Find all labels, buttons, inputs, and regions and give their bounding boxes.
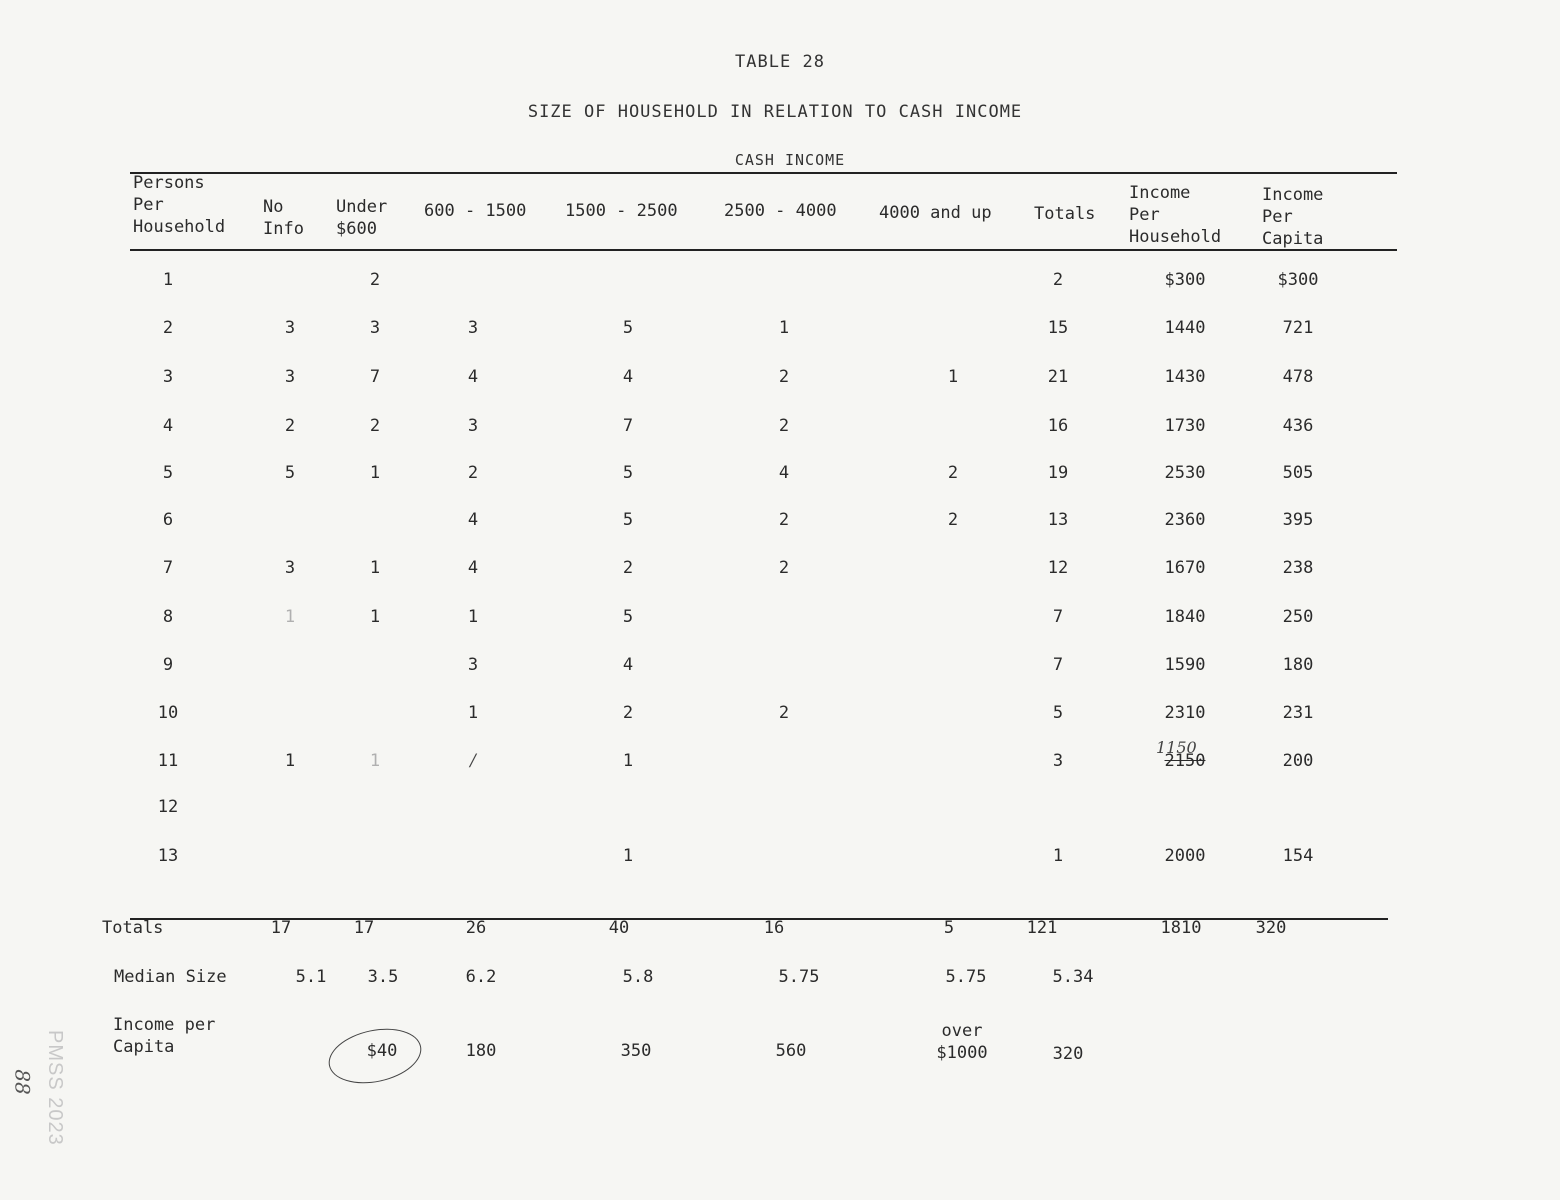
income-per-capita-row-label: Income per Capita [113,1015,216,1057]
table-cell-c1500-2500: 5 [622,318,634,338]
totals-cell-c600-1500: 26 [465,918,487,938]
column-header-4000-up: 4000 and up [879,203,992,223]
table-cell-no-info: 1 [284,607,296,627]
totals-cell-income-capita: 320 [1255,918,1287,938]
table-cell-no-info: 1 [284,751,296,771]
income-capita-cell-c2500-4000: 560 [775,1041,807,1061]
table-cell-income-household: 1670 [1164,558,1206,578]
totals-cell-under600: 17 [353,918,375,938]
table-cell-income-capita: 154 [1282,846,1314,866]
table-cell-totals: 3 [1052,751,1064,771]
income-capita-cell-under600: $40 [366,1041,398,1061]
table-cell-totals: 2 [1052,270,1064,290]
table-cell-c1500-2500: 2 [622,703,634,723]
table-cell-under600: 2 [369,416,381,436]
table-cell-totals: 1 [1052,846,1064,866]
table-cell-c1500-2500: 5 [622,510,634,530]
column-header-no-info: No Info [263,197,304,239]
table-cell-c2500-4000: 4 [778,463,790,483]
table-cell-c1500-2500: 4 [622,367,634,387]
table-cell-totals: 13 [1047,510,1069,530]
income-capita-cell-c4000-up: over $1000 [936,1021,988,1063]
table-cell-c4000-up: 2 [947,463,959,483]
totals-cell-no-info: 17 [270,918,292,938]
income-capita-cell-c600-1500: 180 [465,1041,497,1061]
table-cell-income-capita: 238 [1282,558,1314,578]
table-cell-income-household: 2000 [1164,846,1206,866]
table-cell-c600-1500: 1 [467,607,479,627]
table-cell-under600: 2 [369,270,381,290]
table-cell-no-info: 3 [284,318,296,338]
table-cell-income-capita: 180 [1282,655,1314,675]
table-cell-c600-1500: 4 [467,510,479,530]
table-cell-income-capita: 721 [1282,318,1314,338]
table-cell-income-household: 2310 [1164,703,1206,723]
table-cell-income-capita: 231 [1282,703,1314,723]
table-cell-persons: 3 [162,367,174,387]
table-cell-totals: 7 [1052,607,1064,627]
header-rule-top [130,172,1397,174]
totals-cell-c1500-2500: 40 [608,918,630,938]
table-cell-c600-1500: 3 [467,655,479,675]
table-cell-income-household: 2150 [1164,751,1206,771]
table-cell-c2500-4000: 2 [778,703,790,723]
table-cell-c1500-2500: 5 [622,463,634,483]
hand-drawn-circle [324,1021,427,1091]
table-cell-totals: 15 [1047,318,1069,338]
table-number: TABLE 28 [735,52,825,72]
column-header-totals: Totals [1034,204,1096,224]
table-cell-income-capita: 436 [1282,416,1314,436]
table-cell-c1500-2500: 1 [622,846,634,866]
table-cell-c2500-4000: 2 [778,558,790,578]
totals-cell-totals: 121 [1026,918,1058,938]
table-cell-no-info: 5 [284,463,296,483]
header-rule-bottom [130,249,1397,251]
table-cell-persons: 4 [162,416,174,436]
group-header-cash-income: CASH INCOME [734,151,846,169]
table-cell-c2500-4000: 1 [778,318,790,338]
column-header-2500-4000: 2500 - 4000 [724,201,837,221]
income-capita-cell-totals: 320 [1052,1044,1084,1064]
median-row-label: Median Size [114,967,227,987]
table-cell-income-capita: $300 [1277,270,1319,290]
table-cell-no-info: 2 [284,416,296,436]
table-cell-income-household: 1590 [1164,655,1206,675]
totals-cell-c2500-4000: 16 [763,918,785,938]
table-cell-income-household: 1430 [1164,367,1206,387]
table-cell-under600: 1 [369,558,381,578]
table-cell-c600-1500: 3 [467,318,479,338]
table-cell-c4000-up: 1 [947,367,959,387]
table-cell-persons: 12 [157,797,179,817]
table-cell-income-capita: 395 [1282,510,1314,530]
table-cell-persons: 7 [162,558,174,578]
table-cell-persons: 11 [157,751,179,771]
table-cell-persons: 10 [157,703,179,723]
table-cell-totals: 5 [1052,703,1064,723]
table-cell-under600: 7 [369,367,381,387]
table-cell-persons: 2 [162,318,174,338]
table-cell-no-info: 3 [284,558,296,578]
median-cell-c4000-up: 5.75 [945,967,987,987]
median-cell-c1500-2500: 5.8 [622,967,654,987]
table-cell-c600-1500: 4 [467,558,479,578]
column-header-income-household: Income Per Household [1129,183,1222,247]
income-capita-cell-c1500-2500: 350 [620,1041,652,1061]
table-cell-persons: 8 [162,607,174,627]
table-cell-under600: 1 [369,607,381,627]
table-title: SIZE OF HOUSEHOLD IN RELATION TO CASH INCOME [527,102,1023,122]
table-cell-income-household: 2530 [1164,463,1206,483]
table-cell-persons: 9 [162,655,174,675]
table-cell-persons: 1 [162,270,174,290]
column-header-1500-2500: 1500 - 2500 [565,201,678,221]
table-cell-under600: 1 [369,463,381,483]
column-header-600-1500: 600 - 1500 [424,201,527,221]
table-cell-under600: 3 [369,318,381,338]
median-cell-under600: 3.5 [367,967,399,987]
median-cell-c600-1500: 6.2 [465,967,497,987]
table-cell-persons: 13 [157,846,179,866]
totals-cell-c4000-up: 5 [943,918,955,938]
handwritten-correction: 1150 [1156,738,1197,757]
median-cell-no-info: 5.1 [295,967,327,987]
margin-note: 88 [10,1069,35,1095]
table-cell-totals: 21 [1047,367,1069,387]
table-cell-c600-1500: 3 [467,416,479,436]
table-cell-c600-1500: / [470,751,476,771]
table-cell-income-capita: 250 [1282,607,1314,627]
table-cell-income-household: 1440 [1164,318,1206,338]
table-cell-c1500-2500: 1 [622,751,634,771]
table-cell-totals: 16 [1047,416,1069,436]
table-cell-totals: 7 [1052,655,1064,675]
table-cell-c1500-2500: 7 [622,416,634,436]
table-cell-income-capita: 505 [1282,463,1314,483]
table-cell-c2500-4000: 2 [778,416,790,436]
table-cell-c600-1500: 4 [467,367,479,387]
table-cell-c2500-4000: 2 [778,367,790,387]
median-cell-totals: 5.34 [1052,967,1094,987]
table-cell-c600-1500: 1 [467,703,479,723]
totals-row-label: Totals [102,918,164,938]
table-cell-c1500-2500: 5 [622,607,634,627]
table-cell-persons: 5 [162,463,174,483]
median-cell-c2500-4000: 5.75 [778,967,820,987]
column-header-under-600: Under $600 [336,197,388,239]
table-cell-income-household: 1840 [1164,607,1206,627]
table-cell-c2500-4000: 2 [778,510,790,530]
column-header-income-capita: Income Per Capita [1262,185,1324,249]
table-cell-income-capita: 478 [1282,367,1314,387]
table-cell-income-capita: 200 [1282,751,1314,771]
totals-cell-income-household: 1810 [1160,918,1202,938]
table-cell-c1500-2500: 4 [622,655,634,675]
table-cell-income-household: $300 [1164,270,1206,290]
table-cell-income-household: 1730 [1164,416,1206,436]
table-cell-totals: 19 [1047,463,1069,483]
table-cell-totals: 12 [1047,558,1069,578]
table-cell-c600-1500: 2 [467,463,479,483]
table-cell-income-household: 2360 [1164,510,1206,530]
watermark-stamp: PMSS 2023 [44,1030,66,1146]
table-cell-c1500-2500: 2 [622,558,634,578]
table-cell-persons: 6 [162,510,174,530]
table-cell-no-info: 3 [284,367,296,387]
table-cell-c4000-up: 2 [947,510,959,530]
column-header-persons: Persons Per Household [133,173,226,237]
table-cell-under600: 1 [369,751,381,771]
